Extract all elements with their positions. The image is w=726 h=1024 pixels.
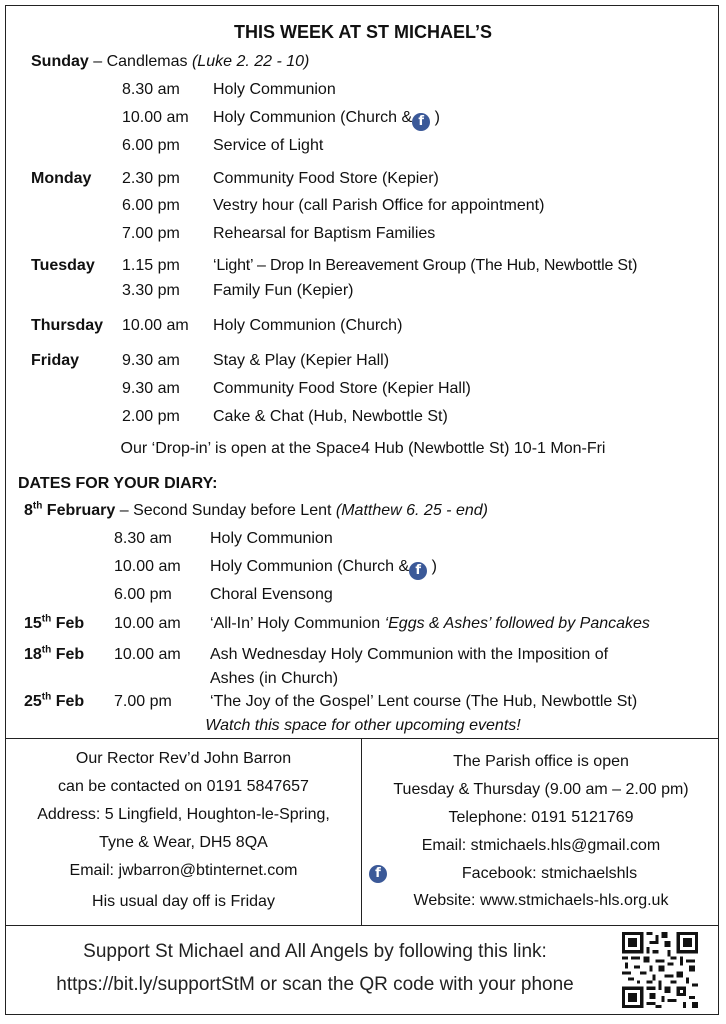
schedule-event: Community Food Store (Kepier Hall) [213,380,471,397]
feb18-date: 18th Feb [24,644,85,663]
schedule-event: Service of Light [213,137,324,154]
schedule-event: Holy Communion [210,530,333,547]
schedule-event: Ash Wednesday Holy Communion with the Imposition of [210,646,609,663]
schedule-time: 7.00 pm [122,225,180,242]
schedule-event: Rehearsal for Baptism Families [213,225,436,242]
office-hours: Tuesday & Thursday (9.00 am – 2.00 pm) [393,781,689,798]
office-website[interactable]: Website: www.stmichaels-hls.org.uk [413,892,669,909]
friday-heading: Friday [31,352,80,369]
schedule-time: 10.00 am [122,109,189,126]
schedule-event: Family Fun (Kepier) [213,282,354,299]
drop-in-notice: Our ‘Drop-in’ is open at the Space4 Hub (Newbottle St) 10-1 Mon-Fri [120,440,606,457]
schedule-time: 10.00 am [114,646,181,663]
schedule-time: 8.30 am [114,530,172,547]
monday-heading: Monday [31,170,92,187]
rector-name: Our Rector Rev’d John Barron [75,750,292,767]
contact-column-divider [361,738,362,926]
facebook-icon: f [409,562,427,580]
schedule-time: 6.00 pm [122,197,180,214]
schedule-event: Cake & Chat (Hub, Newbottle St) [213,408,448,425]
schedule-time: 9.30 am [122,352,180,369]
page-title: THIS WEEK AT ST MICHAEL’S [233,22,492,42]
section-divider-bottom [5,925,719,926]
schedule-event: Holy Communion (Church & f ) [210,558,437,578]
feb15-date: 15th Feb [24,613,85,632]
schedule-time: 7.00 pm [114,693,172,710]
feb8-heading: 8th February – Second Sunday before Lent (Matthew 6. 25 - end) [24,500,488,519]
feb25-date: 25th Feb [24,691,85,710]
office-facebook[interactable]: Facebook: stmichaelshls [461,865,638,882]
rector-phone: can be contacted on 0191 5847657 [58,778,309,795]
facebook-icon: f [412,113,430,131]
schedule-time: 10.00 am [114,558,181,575]
schedule-event: Holy Communion (Church) [213,317,403,334]
support-text: Support St Michael and All Angels by following this link: [83,941,547,962]
schedule-time: 10.00 am [114,615,181,632]
schedule-time: 8.30 am [122,81,180,98]
office-phone: Telephone: 0191 5121769 [448,809,634,826]
schedule-event: ‘All-In’ Holy Communion ‘Eggs & Ashes’ followed by Pancakes [210,615,650,632]
schedule-time: 6.00 pm [114,586,172,603]
thursday-heading: Thursday [31,317,104,334]
schedule-event: ‘The Joy of the Gospel’ Lent course (The Hub, Newbottle St) [210,693,638,710]
schedule-event: ‘Light’ – Drop In Bereavement Group (The Hub, Newbottle St) [213,257,638,274]
rector-day-off: His usual day off is Friday [92,893,275,910]
schedule-event: Holy Communion (Church & f ) [213,109,440,129]
schedule-time: 10.00 am [122,317,189,334]
schedule-time: 2.00 pm [122,408,180,425]
schedule-event: Community Food Store (Kepier) [213,170,439,187]
schedule-time: 1.15 pm [122,257,180,274]
office-email[interactable]: Email: stmichaels.hls@gmail.com [421,837,661,854]
sunday-heading: Sunday – Candlemas (Luke 2. 22 - 10) [31,53,310,70]
office-heading: The Parish office is open [453,753,629,770]
schedule-time: 9.30 am [122,380,180,397]
qr-code-image[interactable] [622,932,698,1008]
rector-address: Address: 5 Lingfield, Houghton-le-Spring, [37,806,330,823]
watch-notice: Watch this space for other upcoming events! [205,717,521,734]
schedule-event: Choral Evensong [210,586,333,603]
rector-email[interactable]: Email: jwbarron@btinternet.com [69,862,298,879]
schedule-time: 6.00 pm [122,137,180,154]
support-link[interactable]: https://bit.ly/supportStM or scan the QR code with your phone [56,974,574,995]
tuesday-heading: Tuesday [31,257,95,274]
schedule-time: 2.30 pm [122,170,180,187]
section-divider-top [5,738,719,739]
diary-heading: DATES FOR YOUR DIARY: [18,475,218,492]
schedule-time: 3.30 pm [122,282,180,299]
schedule-event: Vestry hour (call Parish Office for appointment) [213,197,545,214]
facebook-icon: f [369,865,387,883]
rector-address-2: Tyne & Wear, DH5 8QA [99,834,268,851]
schedule-event: Stay & Play (Kepier Hall) [213,352,390,369]
schedule-event: Ashes (in Church) [210,670,339,687]
schedule-event: Holy Communion [213,81,336,98]
